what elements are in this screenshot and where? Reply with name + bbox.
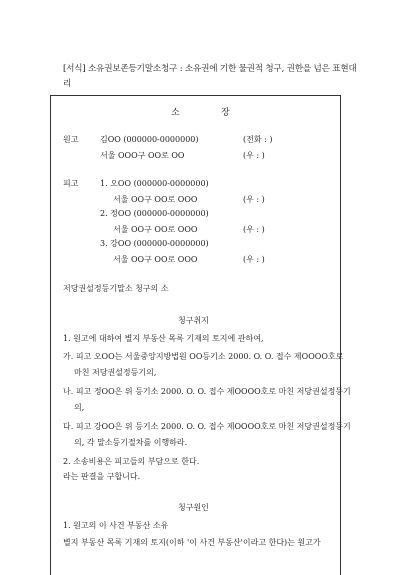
claim-line: 다. 피고 강OO은 위 등기소 2000. O. O. 접수 제OOOO호로 마친 저당권설정등기 <box>63 422 351 431</box>
defendant-2-zip: (우 : ) <box>243 225 265 234</box>
defendant-3-zip: (우 : ) <box>243 255 265 264</box>
case-title: 저당권설정등기말소 청구의 소 <box>63 284 169 293</box>
claim-line: 2. 소송비용은 피고들의 부담으로 한다. <box>63 457 200 466</box>
title-right-char: 장 <box>221 108 230 118</box>
claim-line: 가. 피고 오OO는 서울중앙지방법원 OO등기소 2000. O. O. 접수 제OOOO호로 <box>63 352 344 361</box>
defendant-2-name: 2. 정OO (000000-0000000) <box>100 209 209 218</box>
defendant-1-address: 서울 OO구 OO로 OOO <box>113 195 198 204</box>
defendant-1-zip: (우 : ) <box>243 195 265 204</box>
plaintiff-phone: (전화 : ) <box>243 135 273 144</box>
plaintiff-address: 서울 OOO구 OO로 OO <box>100 151 185 160</box>
claim-line: 1. 원고에 대하여 별지 부동산 목록 기재의 토지에 관하여, <box>63 334 264 343</box>
defendant-2-address: 서울 OO구 OO로 OOO <box>113 225 198 234</box>
claim-line: 의, 각 말소등기절차를 이행하라. <box>74 438 188 447</box>
title-left-char: 소 <box>171 108 180 118</box>
cause-heading: 청구원인 <box>178 503 209 512</box>
document-heading: [서식] 소유권보존등기말소청구 : 소유권에 기한 물권적 청구, 권한을 넘은 표현대리 <box>63 64 357 89</box>
cause-line: 별지 부동산 목록 기재의 토지(이하 '이 사건 부동산'이라고 한다)는 원고가 <box>63 538 321 547</box>
claim-line: 마친 저당권설정등기의, <box>74 368 157 377</box>
plaintiff-zip: (우 : ) <box>243 151 265 160</box>
defendant-label: 피고 <box>63 179 79 188</box>
defendant-3-name: 3. 강OO (000000-0000000) <box>100 239 209 248</box>
defendant-1-name: 1. 오OO (000000-0000000) <box>100 179 209 188</box>
claim-line: 나. 피고 정OO은 위 등기소 2000. O. O. 접수 제OOOO호로 마친 저당권설정등기 <box>63 387 351 396</box>
claim-line: 라는 판결을 구합니다. <box>63 472 141 481</box>
cause-line: 1. 원고의 이 사건 부동산 소유 <box>63 521 169 530</box>
plaintiff-name: 김OO (000000-0000000) <box>100 135 199 144</box>
claim-line: 의, <box>74 403 85 412</box>
defendant-3-address: 서울 OO구 OO로 OOO <box>113 255 198 264</box>
plaintiff-label: 원고 <box>63 135 79 144</box>
claim-heading: 청구취지 <box>178 316 209 325</box>
